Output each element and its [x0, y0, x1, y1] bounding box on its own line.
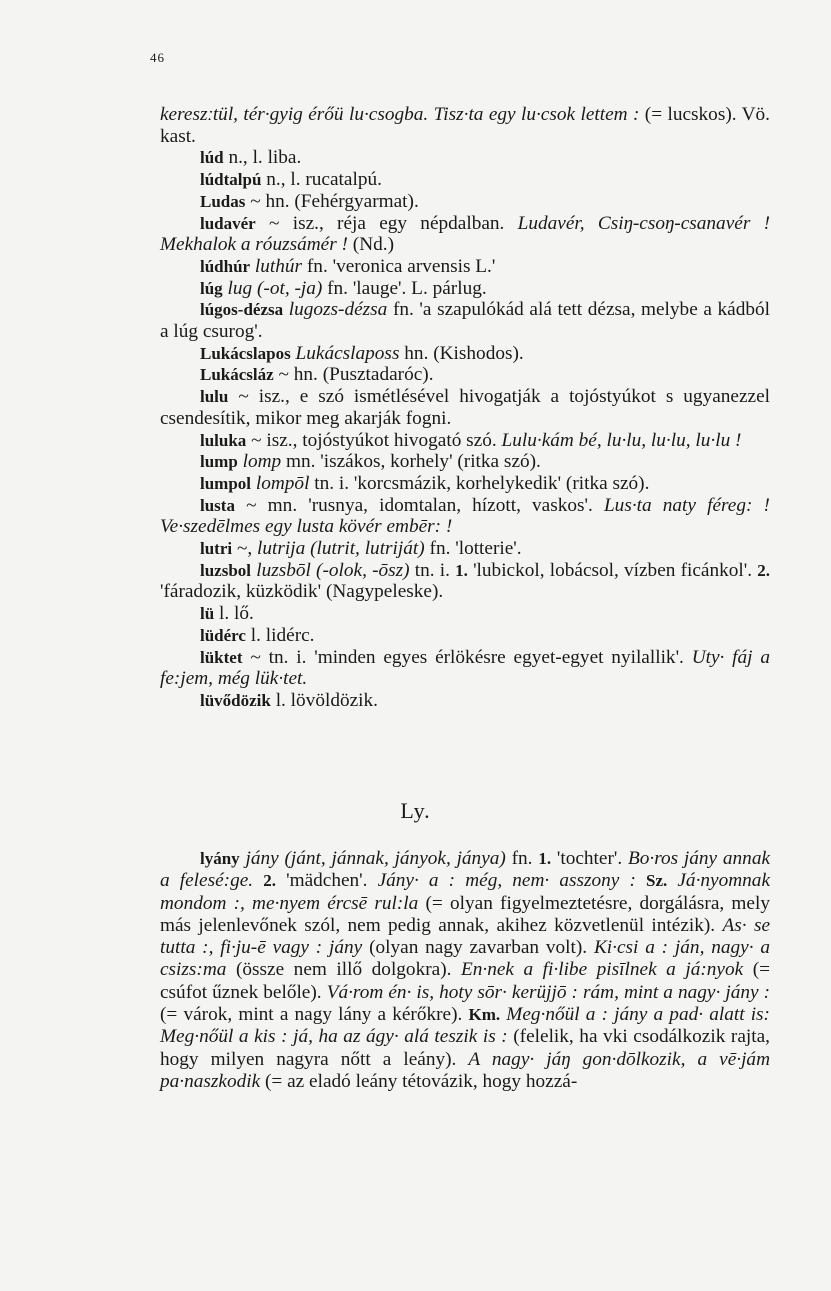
dictionary-entries-ly [160, 848, 770, 1093]
headword: Km. [468, 1005, 501, 1025]
dictionary-entry [160, 430, 770, 452]
definition-text: (= lucskos). Vö. kast. [160, 104, 770, 147]
dictionary-entry [160, 147, 770, 169]
headword: Lukácslapos [200, 343, 291, 363]
page-number: 46 [150, 50, 165, 65]
definition-text: (= az eladó leány tétovázik, hogy hozzá- [264, 1070, 578, 1092]
dialect-form: Bo·ros jány annak a felesé:ge. [160, 848, 771, 892]
definition-text: ~ isz., tojóstyúkot hivogató szó. [251, 429, 497, 451]
definition-text: ~ hn. (Fehérgyarmat). [250, 190, 419, 212]
definition-text: fn. 'veronica arvensis L.' [306, 255, 496, 277]
headword: lulu [200, 387, 229, 407]
dialect-form: lutrija (lutrit, lutriját) [257, 538, 425, 560]
definition-text: ~ isz., e szó ismétlésével hivogatják a tojóstyúkot s ugyanezzel csendesítik, mikor meg akarják fogni. [160, 386, 770, 429]
dialect-form: Lulu·kám bé, lu·lu, lu·lu, lu·lu ! [501, 429, 742, 451]
headword: lutri [200, 539, 233, 559]
dictionary-entry [160, 538, 770, 560]
dialect-form: jány (jánt, jánnak, jányok, jánya) [245, 848, 506, 869]
headword: 2. [263, 871, 276, 891]
dictionary-entry [160, 848, 770, 1093]
dictionary-entry [160, 473, 770, 495]
dialect-form: Meg·nőül a : jány a pad· alatt is: Meg·nőül a kis : já, ha az ágy· alá teszik is : [160, 1004, 770, 1048]
headword: lü [200, 604, 215, 624]
headword: Ludas [200, 191, 246, 211]
headword: lumpol [200, 473, 252, 493]
headword: luzsbol [200, 560, 252, 580]
definition-text: mn. 'iszákos, korhely' (ritka szó). [286, 451, 541, 473]
dialect-form: A nagy· jáŋ gon·dōlkozik, a vē·jám pa·naszkodik [160, 1048, 770, 1092]
dictionary-entry [160, 495, 770, 538]
dialect-form: lugozs-dézsa [288, 299, 388, 321]
dialect-form: Jány· a : még, nem· asszony : [377, 870, 636, 892]
headword: lüdérc [200, 625, 246, 645]
headword: 1. [455, 560, 468, 580]
definition-text: (felelik, ha vki csodálkozik rajta, hogy milyen nagyra nőtt a leány). [160, 1026, 770, 1070]
definition-text: (Nd.) [352, 234, 395, 256]
dictionary-entry [160, 451, 770, 473]
dialect-form: Ki·csi a : ján, nagy· a csizs:ma [160, 937, 770, 981]
dialect-form: lompōl [255, 472, 310, 494]
dictionary-entry [160, 343, 770, 365]
headword: lúd [200, 148, 224, 168]
definition-text: 'tochter'. [556, 848, 623, 869]
headword: lüktet [200, 647, 243, 667]
dictionary-entries-l [160, 104, 770, 712]
definition-text: 'mädchen'. [286, 870, 368, 892]
definition-text: (= várok, mint a nagy lány a kérőkre). [160, 1004, 463, 1026]
dialect-form: luthúr [254, 255, 303, 277]
dictionary-entry [160, 647, 770, 690]
dictionary-entry [160, 364, 770, 386]
definition-text: (össze nem illő dolgokra). [235, 959, 452, 981]
headword: ludavér [200, 213, 256, 233]
dialect-form: En·nek a fi·libe pisīlnek a já:nyok [460, 959, 744, 981]
definition-text: (olyan nagy zavarban volt). [369, 937, 588, 959]
dictionary-entry [160, 299, 770, 342]
dictionary-entry [160, 603, 770, 625]
dialect-form: Uty· fáj a fe:jem, még lük·tet. [160, 646, 771, 690]
definition-text: fn. 'lauge'. L. párlug. [327, 277, 487, 299]
definition-text: fn. 'a szapulókád alá tett dézsa, melybe a kádból a lúg csurog'. [160, 299, 771, 343]
dictionary-entry [160, 560, 770, 603]
definition-text: n., l. rucatalpú. [266, 169, 382, 191]
dialect-form: Lus·ta naty féreg: ! Ve·szedēlmes egy lusta kövér embēr: ! [160, 494, 770, 538]
headword: luluka [200, 430, 247, 450]
dialect-form: As· se tutta :, fi·ju-ē vagy : jány [160, 914, 770, 959]
definition-text: l. lidérc. [250, 624, 315, 646]
definition-text: tn. i. 'korcsmázik, korhelykedik' (ritka szó). [314, 472, 650, 494]
dictionary-entry [160, 625, 770, 647]
headword: lúdhúr [200, 256, 251, 276]
definition-text: ~ hn. (Pusztadaróc). [278, 364, 434, 386]
definition-text: ~, [236, 538, 253, 560]
definition-text: (= olyan figyelmeztetésre, dorgálásra, mely más jelenlevőnek szól, nem pedig annak, akihez közvetlenül intézik). [160, 892, 770, 936]
dialect-form: luzsbōl (-olok, -ōsz) [256, 559, 410, 581]
definition-text: l. lő. [219, 603, 254, 625]
dictionary-entry [160, 191, 770, 213]
dialect-form: Vá·rom én· is, hoty sōr· kerüjjō : rám, mint a nagy· jány : [326, 981, 771, 1003]
definition-text: ~ mn. 'rusnya, idomtalan, hízott, vaskos'. [246, 494, 593, 516]
dialect-form: lug (-ot, -ja) [227, 277, 323, 299]
definition-text: l. lövöldözik. [275, 689, 378, 711]
dictionary-entry [160, 256, 770, 278]
headword: Sz. [646, 871, 668, 891]
headword: lúgos-dézsa [200, 300, 284, 320]
headword: lüvődözik [200, 690, 271, 710]
dictionary-entry [160, 386, 770, 429]
headword: lúg [200, 278, 223, 298]
definition-text: 'lubickol, lobácsol, vízben ficánkol'. [473, 559, 753, 581]
section-heading-ly: Ly. [400, 798, 431, 823]
headword: lusta [200, 495, 235, 515]
dialect-form: Ludavér, Csiŋ-csoŋ-csanavér ! Mekhalok a róuzsámér ! [160, 212, 771, 256]
definition-text: fn. [511, 848, 533, 869]
headword: lúdtalpú [200, 170, 262, 190]
dictionary-entry [160, 104, 770, 147]
definition-text: 'fáradozik, küzködik' (Nagypeleske). [160, 581, 444, 603]
dictionary-entry [160, 690, 770, 712]
headword: 1. [538, 849, 552, 868]
definition-text: tn. i. [414, 559, 450, 581]
dictionary-entry [160, 213, 770, 256]
definition-text: (= csúfot űznek belőle). [160, 959, 770, 1003]
definition-text: ~ tn. i. 'minden egyes érlökésre egyet-egyet nyilallik'. [250, 646, 684, 668]
definition-text: n., l. liba. [228, 147, 302, 169]
definition-text: ~ isz., réja egy népdalban. [269, 212, 505, 234]
dialect-form: Já·nyomnak mondom :, me·nyem ércsē rul:la [160, 870, 770, 914]
headword: lump [200, 452, 238, 472]
dialect-form: lomp [242, 451, 282, 473]
headword: lyány [200, 849, 240, 868]
dialect-form: Lukácslaposs [295, 342, 400, 364]
dictionary-entry [160, 278, 770, 300]
headword: Lukácsláz [200, 365, 274, 385]
definition-text: hn. (Kishodos). [404, 342, 524, 364]
headword: 2. [757, 560, 770, 580]
definition-text: fn. 'lotterie'. [429, 538, 522, 560]
dialect-form: kereszːtül, tér·gyig érőü lu·csogba. Tisz·ta egy lu·csok lettem : [160, 104, 640, 125]
dictionary-entry [160, 169, 770, 191]
